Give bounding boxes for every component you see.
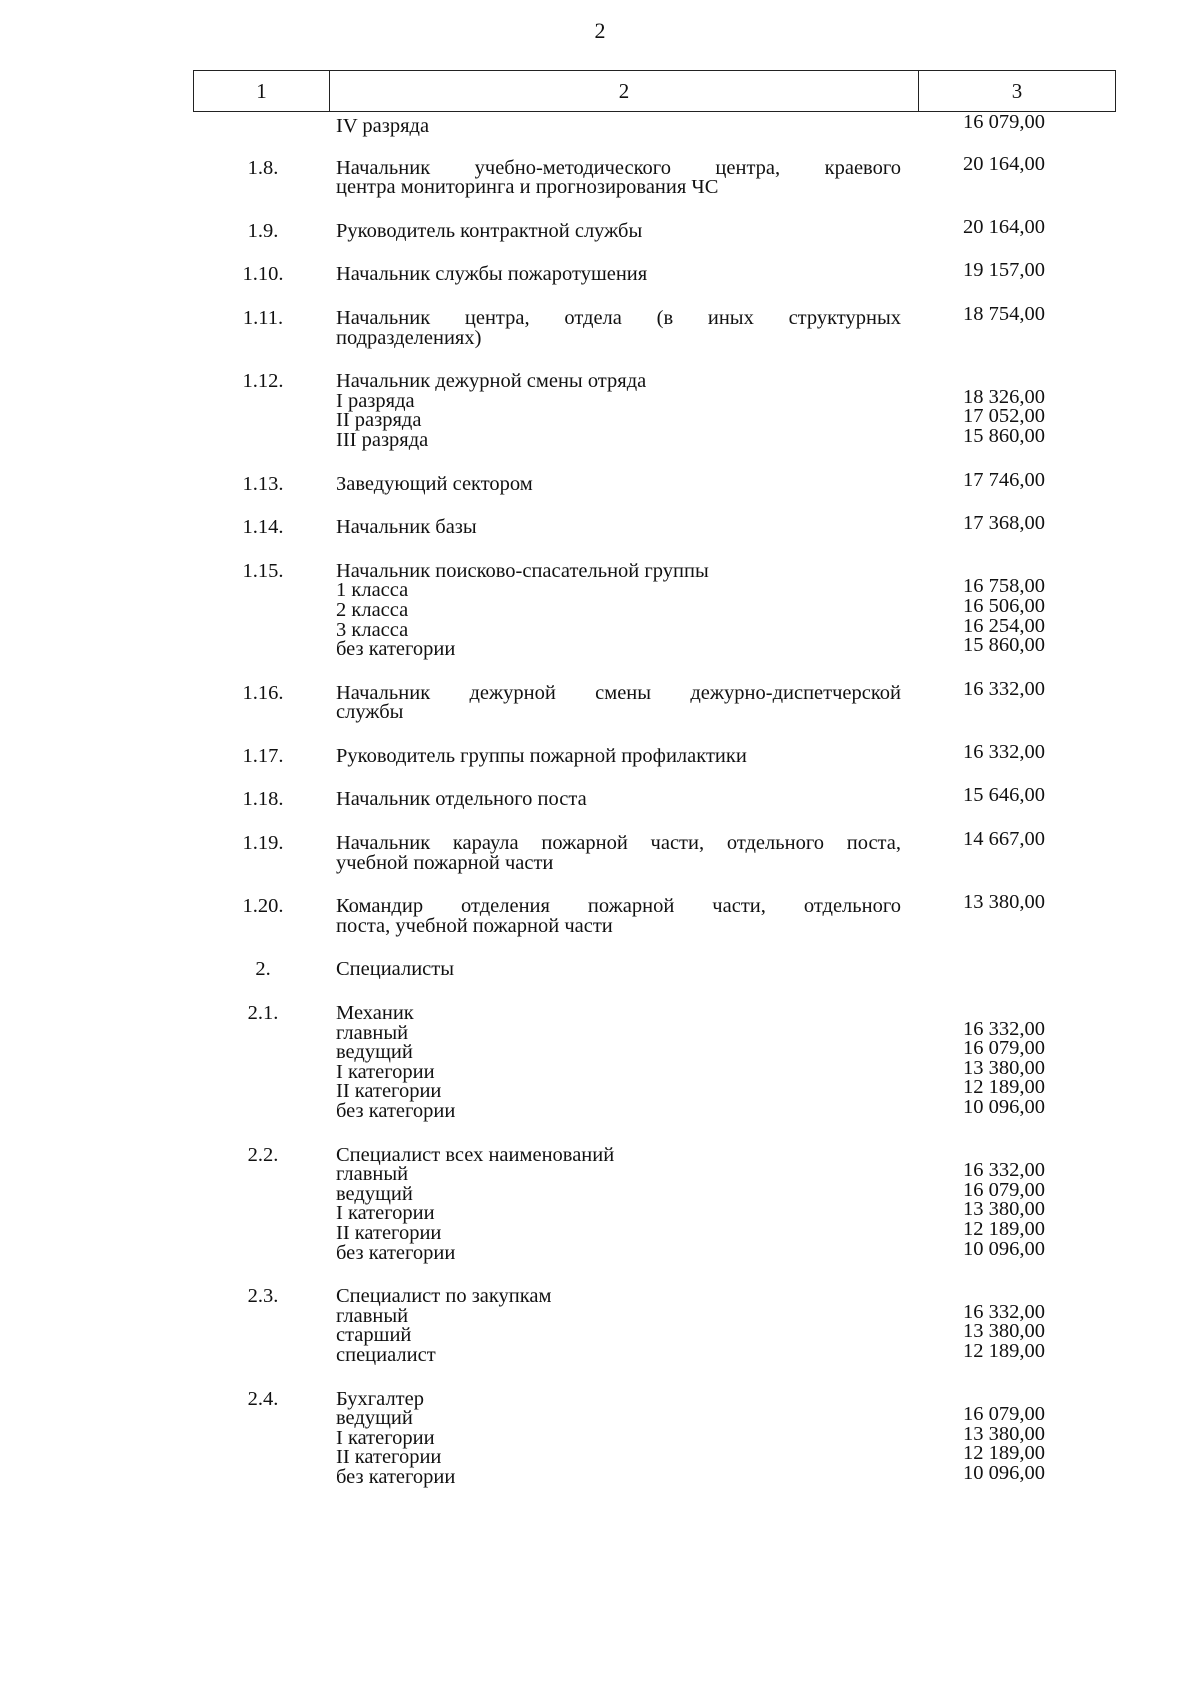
row-values [918,512,1116,538]
row-title-value [963,1000,1116,1020]
row-description [329,306,918,349]
row-description [329,790,918,810]
row-number: 2. [255,958,271,981]
sub-item-label: I категории [336,1202,435,1225]
sub-item-label: 3 класса [336,618,409,641]
table-row [193,1387,1116,1488]
row-title-value: 19 157,00 [963,259,1045,282]
sub-item-label: старший [336,1324,412,1347]
row-number: 1.13. [242,472,284,495]
row-title-value: 17 368,00 [963,512,1045,535]
row-title: Механик [336,1002,414,1025]
row-title: Начальник поисково-спасательной группы [336,559,709,582]
sub-item-value: 13 380,00 [963,1198,1045,1221]
header-col-1: 1 [194,71,330,111]
sub-item-value: 10 096,00 [963,1237,1045,1260]
sub-item-value: 13 380,00 [963,1056,1045,1079]
row-title: Начальник караула пожарной части, отдельного поста, учебной пожарной части [336,832,901,874]
table-row [193,1143,1116,1264]
row-number: 2.2. [247,1143,279,1166]
sub-item-value: 17 052,00 [963,405,1045,428]
sub-item-label: I категории [336,1060,435,1083]
sub-item-value: 16 332,00 [963,1159,1045,1182]
table-row [193,468,1116,495]
table-row [193,1287,1116,1365]
row-description [329,219,918,242]
row-values [918,891,1116,936]
row-description [329,1004,918,1122]
sub-item-label: без категории [336,1100,456,1122]
row-title-value: 18 754,00 [963,302,1045,325]
sub-item-label: без категории [336,1465,456,1488]
table-row [193,259,1116,286]
sub-item-value: 16 079,00 [963,1037,1045,1060]
sub-item-value: 13 380,00 [963,1422,1045,1445]
sub-item-value: 16 079,00 [963,1178,1045,1201]
row-number: 1.20. [242,895,284,918]
row-description [329,156,918,199]
row-description [329,681,918,724]
sub-item-value: 13 380,00 [963,1320,1045,1343]
table-row [193,302,1116,349]
sub-item-label: II разряда [336,409,422,432]
row-title: Начальник службы пожаротушения [336,263,648,286]
row-description [329,744,918,767]
row-description [329,1387,918,1488]
row-title-value [963,368,1116,388]
table-row [193,559,1116,661]
table-row [193,677,1116,724]
row-description [329,265,918,285]
row-values [918,259,1116,285]
row-number: 1.19. [242,832,284,855]
table-row [193,784,1116,811]
sub-item-label: главный [336,1304,409,1327]
sub-item-value: 12 189,00 [963,1076,1045,1099]
table-body [193,111,1116,1488]
row-description [329,117,918,137]
row-values [918,1390,1116,1488]
row-values [918,562,1116,660]
sub-item-label: 1 класса [336,579,409,602]
row-values [918,1146,1116,1264]
row-title: Специалист всех наименований [336,1143,615,1166]
row-values [918,302,1116,348]
sub-item-label: ведущий [336,1407,413,1430]
sub-item-label: без категории [336,1241,456,1264]
row-number: 1.15. [242,559,284,582]
sub-item-value: 10 096,00 [963,1461,1045,1484]
row-title-value: 20 164,00 [963,152,1045,175]
row-number [193,117,329,137]
table-row [193,372,1116,450]
row-description [329,559,918,661]
table-row [193,1004,1116,1122]
sub-item-value: 16 079,00 [963,1403,1045,1426]
row-title-value: 20 164,00 [963,215,1045,238]
row-values [918,1004,1116,1122]
row-description [329,960,918,980]
row-values [918,152,1116,198]
row-number: 2.1. [247,1002,279,1025]
sub-item-value: 16 332,00 [963,1300,1045,1323]
row-title: Начальник дежурной смены отряда [336,370,647,393]
row-title: Специалисты [336,958,454,981]
row-title: Бухгалтер [336,1387,424,1410]
sub-item-label: II категории [336,1221,442,1244]
row-title-value: 16 079,00 [963,111,1045,133]
row-title: Начальник отдельного поста [336,788,587,811]
row-number: 1.14. [242,516,284,539]
row-number: 1.16. [242,681,284,704]
table-row [193,215,1116,242]
header-col-3: 3 [1011,78,1023,103]
row-title: Руководитель группы пожарной профилактики [336,744,747,767]
sub-item-value: 12 189,00 [963,1217,1045,1240]
sub-item-value: 16 332,00 [963,1017,1045,1040]
sub-item-value: 15 860,00 [963,424,1045,447]
row-number: 1.12. [242,370,284,393]
row-title-value: 14 667,00 [963,828,1045,851]
row-values [918,215,1116,242]
row-values [918,784,1116,810]
row-title-value [963,956,1116,976]
row-title: Руководитель контрактной службы [336,219,643,242]
row-description [329,1287,918,1365]
sub-item-label: без категории [336,638,456,661]
row-title: Специалист по закупкам [336,1285,552,1308]
row-title: Начальник учебно-методического центра, краевого центра мониторинга и прогнозирования ЧС [336,156,901,199]
sub-item-value: 18 326,00 [963,385,1045,408]
table-row [193,512,1116,539]
row-number: 2.3. [247,1285,279,1308]
row-title: Заведующий сектором [336,472,533,495]
row-description [329,834,918,873]
row-values [918,111,1116,137]
row-number: 1.17. [242,744,284,767]
row-title: Командир отделения пожарной части, отдельного поста, учебной пожарной части [336,895,901,937]
row-values [918,960,1116,980]
page-number: 2 [594,18,606,43]
row-number: 1.9. [247,219,279,242]
row-values [918,1287,1116,1365]
sub-item-label: I категории [336,1426,435,1449]
table-row [193,111,1116,137]
row-values [918,677,1116,723]
table-row [193,740,1116,767]
sub-item-value: 15 860,00 [963,634,1045,657]
sub-item-value: 16 758,00 [963,575,1045,598]
sub-item-label: главный [336,1021,409,1044]
row-title-value: 17 746,00 [963,468,1045,491]
sub-item-label: III разряда [336,428,429,451]
row-values [918,740,1116,767]
table-row [193,891,1116,937]
sub-item-label: ведущий [336,1041,413,1064]
sub-item-label: II категории [336,1446,442,1469]
table-header [193,70,1116,112]
sub-item-label: I разряда [336,389,415,412]
sub-item-label: ведущий [336,1182,413,1205]
row-description [329,897,918,936]
row-values [918,372,1116,450]
row-title-value: 13 380,00 [963,891,1045,914]
row-number: 2.4. [247,1387,279,1410]
row-title: Начальник центра, отдела (в иных структурных подразделениях) [336,306,901,349]
sub-item-value: 12 189,00 [963,1442,1045,1465]
sub-item-value: 16 506,00 [963,594,1045,617]
sub-item-label: главный [336,1163,409,1186]
sub-item-label: II категории [336,1080,442,1103]
row-description [329,472,918,495]
row-number: 1.10. [242,263,284,286]
table-row [193,152,1116,199]
row-title-value: 15 646,00 [963,784,1045,807]
row-number: 1.18. [242,788,284,811]
row-title-value [963,1283,1116,1303]
row-description [329,1143,918,1264]
table-row [193,828,1116,874]
row-values [918,828,1116,873]
row-number: 1.11. [242,306,284,329]
row-number: 1.8. [247,156,279,179]
sub-item-label: специалист [336,1343,436,1366]
sub-item-value: 10 096,00 [963,1096,1045,1118]
row-values [918,468,1116,495]
sub-item-value: 12 189,00 [963,1339,1045,1362]
header-col-2: 2 [330,71,919,111]
row-description [329,372,918,450]
sub-item-label: 2 класса [336,598,409,621]
row-title: Начальник дежурной смены дежурно-диспетчерской службы [336,681,901,724]
table-row [193,960,1116,980]
sub-item-value: 16 254,00 [963,614,1045,637]
row-title: IV разряда [336,115,430,137]
row-description [329,518,918,538]
row-title-value: 16 332,00 [963,677,1045,700]
row-title: Начальник базы [336,516,477,539]
row-title-value: 16 332,00 [963,740,1045,763]
